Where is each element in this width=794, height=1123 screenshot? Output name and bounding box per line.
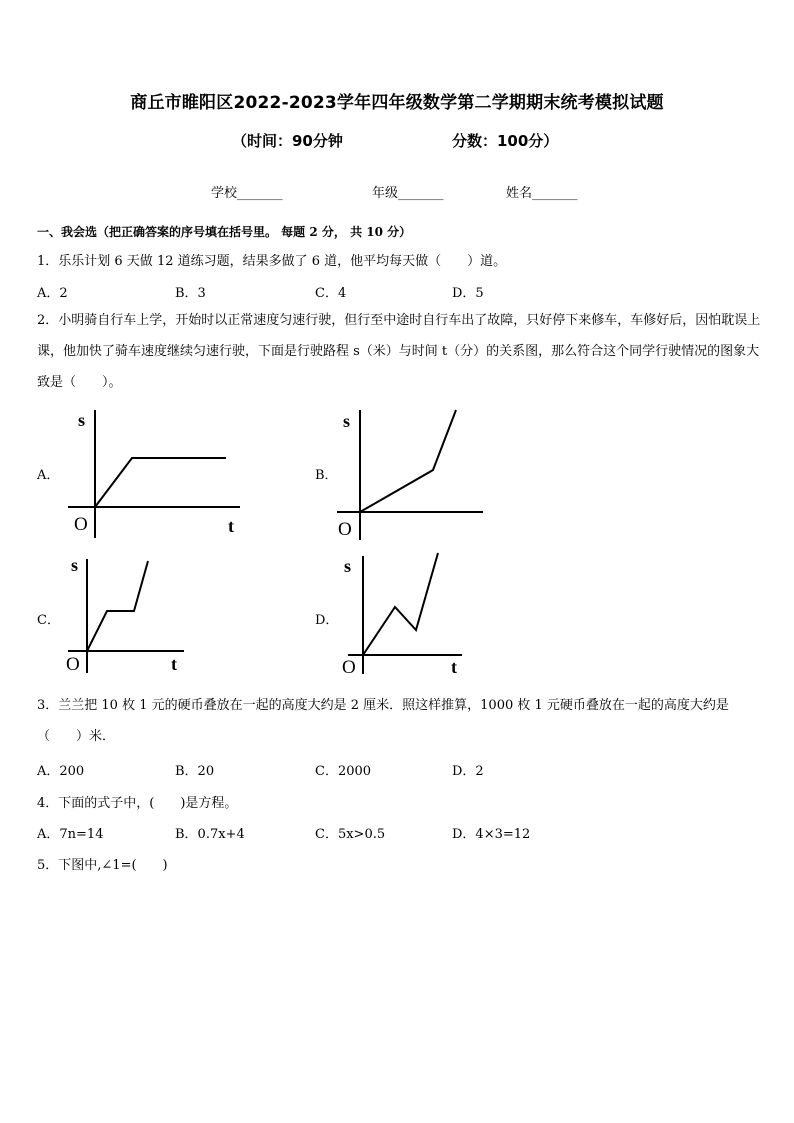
name-field: 姓名_______ <box>506 186 578 201</box>
graph-b <box>335 402 495 542</box>
question-2: 2．小明骑自行车上学，开始时以正常速度匀速行驶，但行至中途时自行车出了故障，只好停下来修车，车修好后，因怕耽误上课，他加快了骑车速度继续匀速行驶，下面是行驶路程 s（米）与时间 t（分）的关系图，那么符合这个同学行驶情况的图象大致是（ ）。 <box>37 313 761 390</box>
score-label: 分数：100分） <box>452 132 559 150</box>
graph-a-origin: O <box>74 514 88 535</box>
graph-d-label: D． <box>315 613 339 628</box>
question-4: 4．下面的式子中，( )是方程。 <box>37 796 238 811</box>
exam-title: 商丘市睢阳区2022-2023学年四年级数学第二学期期末统考模拟试题 <box>130 93 664 113</box>
graph-a-label: A． <box>37 468 60 483</box>
q3-option-d: D．2 <box>452 764 484 779</box>
q3-option-b: B．20 <box>175 764 215 779</box>
graph-c-label: C． <box>37 613 60 628</box>
grade-field: 年级_______ <box>372 186 444 201</box>
q4-option-d: D．4×3=12 <box>452 827 531 842</box>
graph-a <box>60 400 250 540</box>
graph-a-x-label: t <box>228 516 234 536</box>
q1-option-c: C．4 <box>315 286 347 301</box>
q1-option-a: A．2 <box>37 286 68 301</box>
graph-d-y-label: s <box>344 556 352 576</box>
school-field: 学校_______ <box>211 186 283 201</box>
question-3: 3．兰兰把 10 枚 1 元的硬币叠放在一起的高度大约是 2 厘米．照这样推算，1000 枚 1 元硬币叠放在一起的高度大约是（ ）米． <box>37 698 729 744</box>
graph-a-y-label: s <box>78 410 86 430</box>
graph-c-y-label: s <box>71 555 79 575</box>
graph-c <box>62 553 192 675</box>
q1-option-b: B．3 <box>175 286 206 301</box>
graph-c-origin: O <box>66 654 80 675</box>
graph-d-x-label: t <box>451 657 457 676</box>
q3-option-a: A．200 <box>37 764 85 779</box>
question-5: 5．下图中,∠1=( ) <box>37 858 168 873</box>
graph-d-origin: O <box>342 657 356 676</box>
question-1: 1．乐乐计划 6 天做 12 道练习题，结果多做了 6 道，他平均每天做（ ）道。 <box>37 254 507 269</box>
time-label: （时间：90分钟 <box>232 132 343 150</box>
graph-b-y-label: s <box>343 411 351 431</box>
q1-option-d: D．5 <box>452 286 484 301</box>
graph-c-x-label: t <box>171 654 177 674</box>
graph-d <box>340 552 470 676</box>
section-heading: 一、我会选（把正确答案的序号填在括号里。 每题 2 分， 共 10 分） <box>37 225 412 239</box>
graph-b-label: B． <box>315 468 338 483</box>
graph-b-origin: O <box>338 519 352 540</box>
q4-option-b: B．0.7x+4 <box>175 827 245 842</box>
q4-option-a: A．7n=14 <box>37 827 104 842</box>
q4-option-c: C．5x>0.5 <box>315 827 386 842</box>
q3-option-c: C．2000 <box>315 764 372 779</box>
